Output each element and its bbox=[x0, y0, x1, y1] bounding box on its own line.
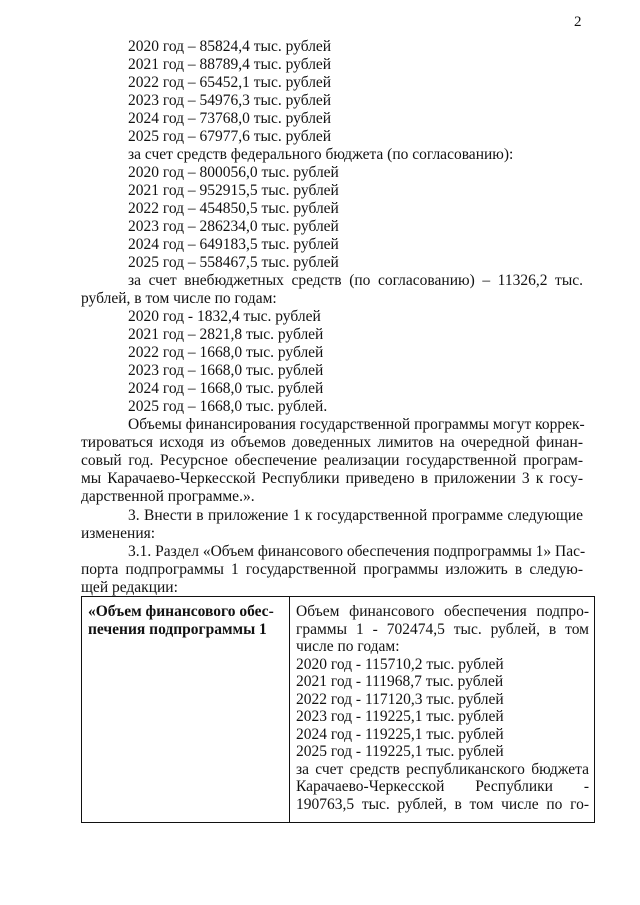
paragraph-line: 3. Внести в приложение 1 к государственной программе следующие bbox=[128, 507, 583, 524]
list-item: 2020 год – 85824,4 тыс. рублей bbox=[128, 38, 332, 55]
table-year-line: 2025 год - 119225,1 тыс. рублей bbox=[296, 743, 504, 760]
paragraph-line: мы Карачаево-Черкесской Республики приведено в приложении 3 к госу- bbox=[81, 470, 583, 487]
subprogram-funding-table bbox=[81, 596, 595, 823]
list-item: 2024 год – 1668,0 тыс. рублей bbox=[128, 380, 324, 397]
table-value-line: 190763,5 тыс. рублей, в том числе по го- bbox=[296, 795, 589, 813]
extrabudget-heading: за счет внебюджетных средств (по согласованию) – 11326,2 тыс. bbox=[128, 272, 583, 289]
list-item: 2021 год – 952915,5 тыс. рублей bbox=[128, 182, 339, 199]
list-item: 2020 год - 1832,4 тыс. рублей bbox=[128, 308, 321, 325]
list-item: 2023 год – 286234,0 тыс. рублей bbox=[128, 218, 339, 235]
table-year-line: 2023 год - 119225,1 тыс. рублей bbox=[296, 708, 504, 725]
page-number: 2 bbox=[574, 14, 582, 30]
paragraph-line: тироваться исходя из объемов доведенных лимитов на очередной финан- bbox=[81, 434, 583, 451]
table-year-line: 2022 год - 117120,3 тыс. рублей bbox=[296, 690, 504, 708]
table-label-cell bbox=[82, 597, 290, 823]
extrabudget-heading-cont: рублей, в том числе по годам: bbox=[81, 290, 277, 307]
list-item: 2023 год – 1668,0 тыс. рублей bbox=[128, 362, 324, 379]
list-item: 2025 год – 1668,0 тыс. рублей. bbox=[128, 398, 328, 415]
table-value-line: числе по годам: bbox=[296, 638, 400, 655]
table-year-line: 2021 год - 111968,7 тыс. рублей bbox=[296, 673, 504, 690]
paragraph-line: изменения: bbox=[81, 525, 156, 542]
paragraph-line: щей редакции: bbox=[81, 579, 178, 596]
table-label-line: печения подпрограммы 1 bbox=[88, 620, 267, 638]
table-label-line: «Объем финансового обес- bbox=[88, 603, 274, 620]
list-item: 2021 год – 88789,4 тыс. рублей bbox=[128, 56, 332, 73]
list-item: 2022 год – 454850,5 тыс. рублей bbox=[128, 200, 339, 217]
list-item: 2025 год – 558467,5 тыс. рублей bbox=[128, 254, 339, 271]
federal-budget-heading: за счет средств федерального бюджета (по согласованию): bbox=[128, 146, 514, 163]
paragraph-line: совый год. Ресурсное обеспечение реализации государственной програм- bbox=[81, 452, 583, 469]
paragraph-line: Объемы финансирования государственной программы могут коррек- bbox=[128, 416, 585, 433]
table-value-line: Объем финансового обеспечения подпро- bbox=[296, 603, 589, 620]
list-item: 2021 год – 2821,8 тыс. рублей bbox=[128, 326, 324, 343]
table-row bbox=[82, 597, 595, 823]
paragraph-line: порта подпрограммы 1 государственной программы изложить в следую- bbox=[81, 561, 583, 578]
list-item: 2020 год – 800056,0 тыс. рублей bbox=[128, 164, 339, 181]
table-year-line: 2024 год - 119225,1 тыс. рублей bbox=[296, 725, 504, 743]
list-item: 2024 год – 73768,0 тыс. рублей bbox=[128, 110, 332, 127]
table-value-line: за счет средств республиканского бюджета bbox=[296, 760, 589, 778]
table-value-line: граммы 1 - 702474,5 тыс. рублей, в том bbox=[296, 620, 589, 638]
list-item: 2023 год – 54976,3 тыс. рублей bbox=[128, 92, 332, 109]
table-year-line: 2020 год - 115710,2 тыс. рублей bbox=[296, 655, 504, 673]
list-item: 2025 год – 67977,6 тыс. рублей bbox=[128, 128, 332, 145]
list-item: 2022 год – 1668,0 тыс. рублей bbox=[128, 344, 324, 361]
table-value-line: Карачаево-Черкесской Республики - bbox=[296, 778, 589, 795]
paragraph-line: 3.1. Раздел «Объем финансового обеспечения подпрограммы 1» Пас- bbox=[128, 543, 586, 560]
paragraph-line: дарственной программе.». bbox=[81, 488, 255, 505]
list-item: 2024 год – 649183,5 тыс. рублей bbox=[128, 236, 339, 253]
list-item: 2022 год – 65452,1 тыс. рублей bbox=[128, 74, 332, 91]
table-value-cell bbox=[290, 597, 595, 823]
